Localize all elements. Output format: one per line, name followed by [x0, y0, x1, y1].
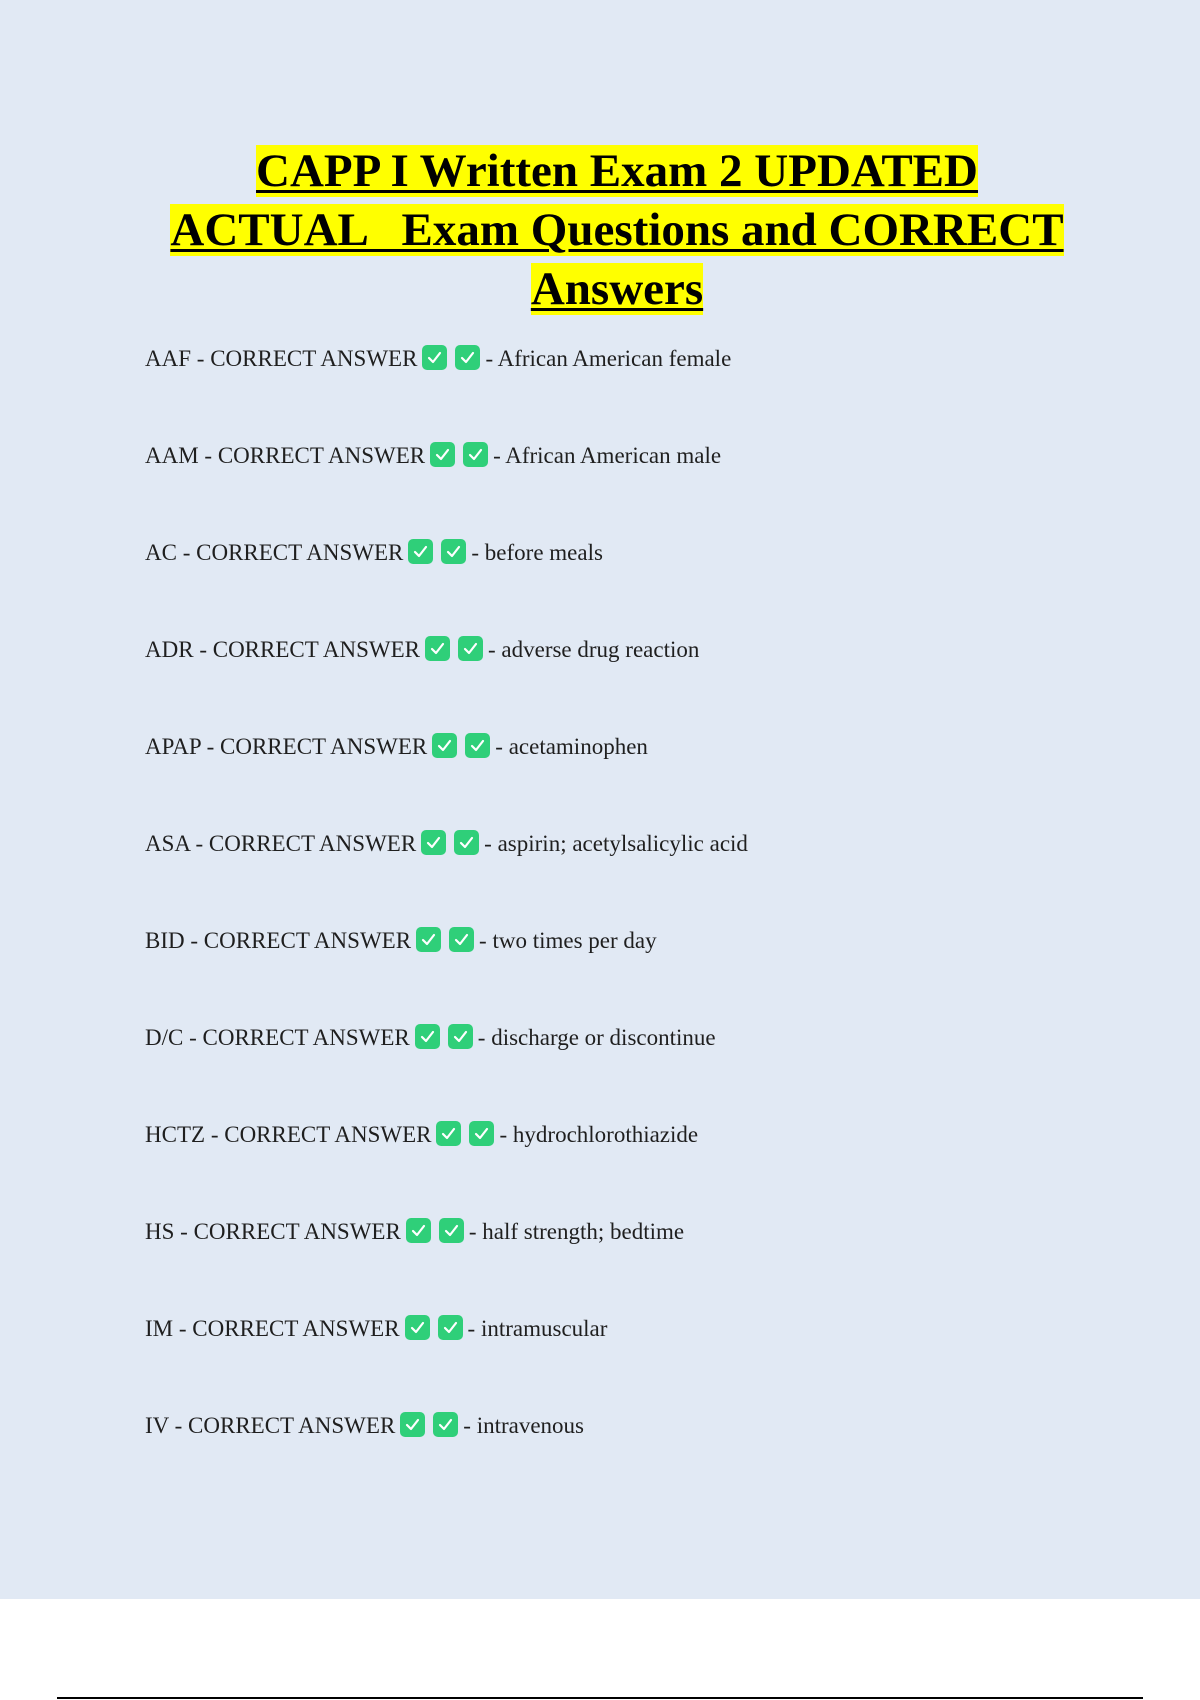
qa-definition: two times per day [492, 928, 657, 953]
check-box-icon [436, 1121, 461, 1146]
document-title [100, 142, 1134, 319]
qa-answer-label: CORRECT ANSWER [196, 540, 404, 565]
qa-definition: African American female [497, 346, 732, 371]
qa-answer-label: CORRECT ANSWER [202, 1025, 410, 1050]
qa-item: BID - CORRECT ANSWER - two times per day [145, 928, 657, 953]
qa-item: APAP - CORRECT ANSWER - acetaminophen [145, 734, 648, 759]
check-box-icon [438, 1315, 463, 1340]
check-box-icon [448, 1024, 473, 1049]
title-line-1: CAPP I Written Exam 2 UPDATED [256, 145, 978, 197]
qa-item: IV - CORRECT ANSWER - intravenous [145, 1413, 585, 1438]
qa-list [145, 343, 1145, 1507]
qa-term: BID [145, 928, 185, 953]
qa-answer-label: CORRECT ANSWER [192, 1316, 400, 1341]
qa-item: IM - CORRECT ANSWER - intramuscular [145, 1316, 608, 1341]
qa-term: D/C [145, 1025, 184, 1050]
qa-answer-label: CORRECT ANSWER [220, 734, 428, 759]
qa-definition: discharge or discontinue [491, 1025, 716, 1050]
qa-item: AC - CORRECT ANSWER - before meals [145, 540, 603, 565]
check-box-icon [416, 927, 441, 952]
qa-item: AAM - CORRECT ANSWER - African American male [145, 443, 722, 468]
qa-term: ADR [145, 637, 194, 662]
qa-definition: aspirin; acetylsalicylic acid [497, 831, 748, 856]
title-line-3: Answers [530, 263, 704, 315]
qa-item: ASA - CORRECT ANSWER - aspirin; acetylsalicylic acid [145, 831, 748, 856]
qa-definition: African American male [505, 443, 722, 468]
check-box-icon [400, 1412, 425, 1437]
qa-term: AC [145, 540, 177, 565]
check-box-icon [458, 636, 483, 661]
qa-term: IM [145, 1316, 174, 1341]
check-box-icon [415, 1024, 440, 1049]
qa-item: HS - CORRECT ANSWER - half strength; bedtime [145, 1219, 685, 1244]
qa-answer-label: CORRECT ANSWER [188, 1413, 396, 1438]
qa-item: HCTZ - CORRECT ANSWER - hydrochlorothiazide [145, 1122, 699, 1147]
qa-answer-label: CORRECT ANSWER [193, 1219, 401, 1244]
check-box-icon [454, 830, 479, 855]
title-line-2: ACTUAL Exam Questions and CORRECT [170, 204, 1064, 256]
check-box-icon [406, 1218, 431, 1243]
qa-answer-label: CORRECT ANSWER [212, 637, 420, 662]
qa-item: ADR - CORRECT ANSWER - adverse drug reaction [145, 637, 700, 662]
check-box-icon [465, 733, 490, 758]
check-box-icon [449, 927, 474, 952]
check-box-icon [408, 539, 433, 564]
check-box-icon [469, 1121, 494, 1146]
check-box-icon [430, 442, 455, 467]
footer-divider [57, 1697, 1143, 1699]
qa-answer-label: CORRECT ANSWER [210, 346, 418, 371]
qa-item: AAF - CORRECT ANSWER - African American female [145, 346, 732, 371]
check-box-icon [455, 345, 480, 370]
check-box-icon [441, 539, 466, 564]
check-box-icon [432, 733, 457, 758]
qa-term: HS [145, 1219, 175, 1244]
qa-definition: hydrochlorothiazide [512, 1122, 699, 1147]
qa-definition: intramuscular [480, 1316, 608, 1341]
qa-answer-label: CORRECT ANSWER [224, 1122, 432, 1147]
qa-answer-label: CORRECT ANSWER [203, 928, 412, 953]
check-box-icon [422, 345, 447, 370]
qa-definition: before meals [484, 540, 603, 565]
qa-definition: acetaminophen [508, 734, 648, 759]
qa-definition: adverse drug reaction [501, 637, 700, 662]
check-box-icon [433, 1412, 458, 1437]
qa-term: IV [145, 1413, 169, 1438]
qa-term: APAP [145, 734, 201, 759]
qa-answer-label: CORRECT ANSWER [217, 443, 426, 468]
check-box-icon [463, 442, 488, 467]
check-box-icon [421, 830, 446, 855]
check-box-icon [405, 1315, 430, 1340]
qa-definition: half strength; bedtime [482, 1219, 685, 1244]
qa-term: AAF [145, 346, 192, 371]
qa-term: ASA [145, 831, 190, 856]
qa-term: HCTZ [145, 1122, 206, 1147]
qa-item: D/C - CORRECT ANSWER - discharge or discontinue [145, 1025, 716, 1050]
qa-definition: intravenous [476, 1413, 585, 1438]
qa-term: AAM [145, 443, 199, 468]
check-box-icon [439, 1218, 464, 1243]
qa-answer-label: CORRECT ANSWER [208, 831, 417, 856]
check-box-icon [425, 636, 450, 661]
